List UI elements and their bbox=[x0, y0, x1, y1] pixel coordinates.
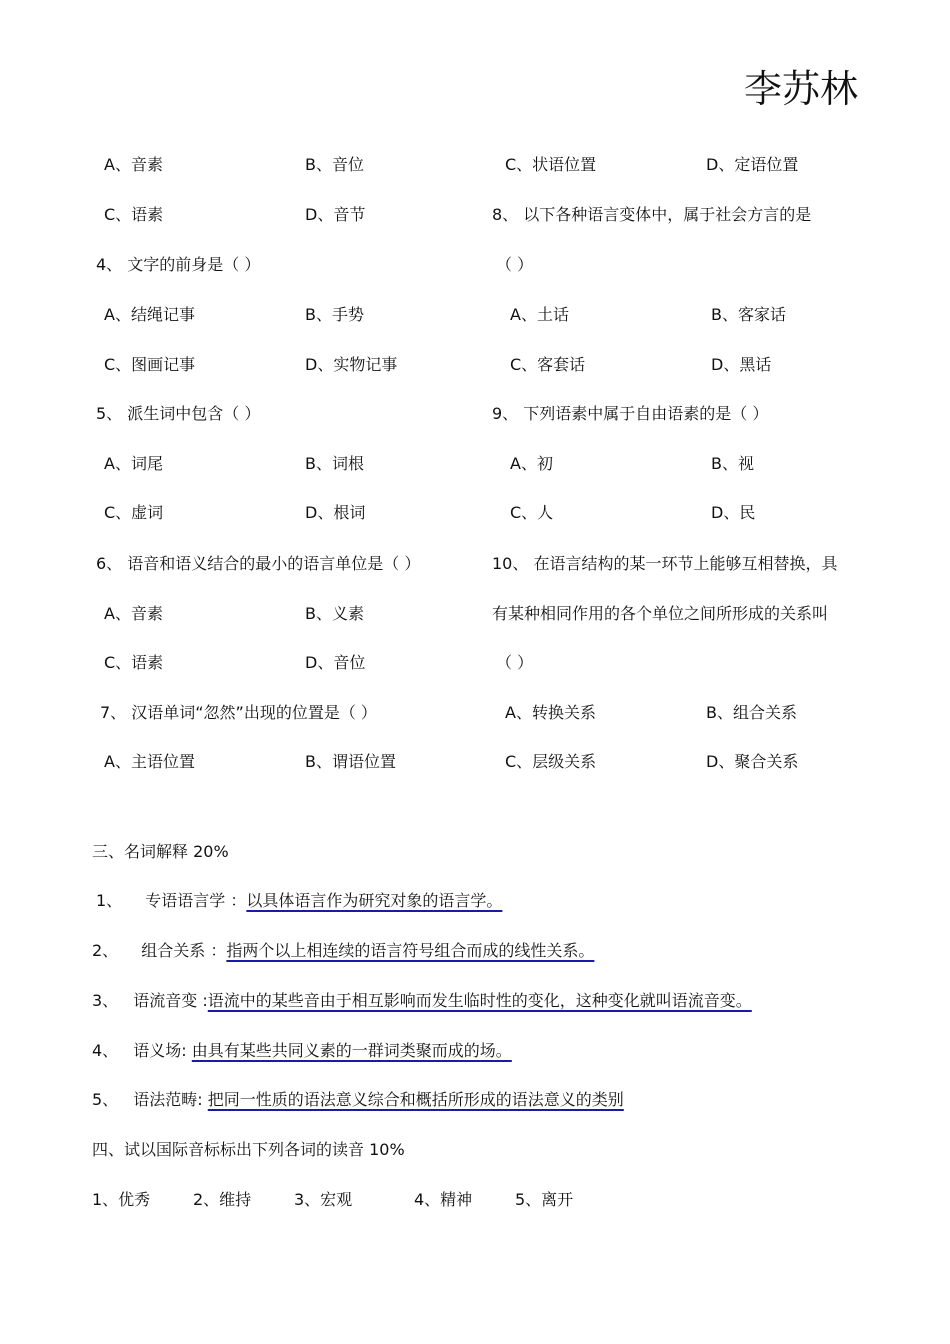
option-q3-d: D、音节 bbox=[305, 205, 366, 224]
option-q6-c: C、语素 bbox=[104, 653, 164, 672]
question-4: 4、 文字的前身是（ ） bbox=[96, 255, 261, 274]
definition-number: 1、 bbox=[96, 891, 123, 910]
option-q5-c: C、虚词 bbox=[104, 503, 164, 522]
definition-row-2 bbox=[92, 941, 594, 961]
definition-number: 4、 bbox=[92, 1041, 119, 1060]
option-q9-a: A、初 bbox=[510, 454, 553, 473]
definition-term: 语法范畴: bbox=[133, 1090, 203, 1109]
question-10: 10、 在语言结构的某一环节上能够互相替换，具 bbox=[492, 554, 838, 573]
word-4: 4、精神 bbox=[414, 1190, 473, 1209]
option-q8-a: A、土话 bbox=[510, 305, 569, 324]
option-q4-c: C、图画记事 bbox=[104, 355, 196, 374]
option-q9-b: B、视 bbox=[711, 454, 754, 473]
option-q9-d: D、民 bbox=[711, 503, 756, 522]
option-q8-d: D、黑话 bbox=[711, 355, 772, 374]
option-q10-c: C、层级关系 bbox=[505, 752, 597, 771]
student-name: 李苏林 bbox=[743, 67, 858, 111]
option-q9-c: C、人 bbox=[510, 503, 554, 522]
option-q7-a: A、主语位置 bbox=[104, 752, 195, 771]
definition-text: 语流中的某些音由于相互影响而发生临时性的变化，这种变化就叫语流音变。 bbox=[207, 991, 752, 1010]
definition-term: 专语语言学 ： bbox=[145, 891, 247, 910]
option-q10-d: D、聚合关系 bbox=[706, 752, 799, 771]
question-10-cont: 有某种相同作用的各个单位之间所形成的关系叫 bbox=[492, 604, 829, 623]
option-q7-c: C、状语位置 bbox=[505, 155, 597, 174]
option-q10-b: B、组合关系 bbox=[706, 703, 797, 722]
option-q3-a: A、音素 bbox=[104, 155, 163, 174]
definition-text: 由具有某些共同义素的一群词类聚而成的场。 bbox=[191, 1041, 512, 1060]
option-q4-a: A、结绳记事 bbox=[104, 305, 195, 324]
definition-row-4 bbox=[92, 1041, 512, 1061]
option-q6-d: D、音位 bbox=[305, 653, 366, 672]
definition-row-5 bbox=[92, 1090, 624, 1110]
question-9: 9、 下列语素中属于自由语素的是（ ） bbox=[492, 404, 769, 423]
definition-number: 2、 bbox=[92, 941, 119, 960]
section3-heading: 三、名词解释 20% bbox=[92, 842, 229, 861]
definition-term: 语义场: bbox=[133, 1041, 187, 1060]
option-q4-b: B、手势 bbox=[305, 305, 364, 324]
option-q6-b: B、义素 bbox=[305, 604, 364, 623]
option-q7-d: D、定语位置 bbox=[706, 155, 799, 174]
definition-text: 以具体语言作为研究对象的语言学。 bbox=[246, 891, 503, 910]
option-q7-b: B、谓语位置 bbox=[305, 752, 396, 771]
definition-row-1 bbox=[96, 891, 502, 911]
option-q5-b: B、词根 bbox=[305, 454, 364, 473]
option-q6-a: A、音素 bbox=[104, 604, 163, 623]
option-q8-c: C、客套话 bbox=[510, 355, 586, 374]
word-2: 2、维持 bbox=[193, 1190, 252, 1209]
definition-number: 5、 bbox=[92, 1090, 119, 1109]
option-q8-b: B、客家话 bbox=[711, 305, 786, 324]
definition-number: 3、 bbox=[92, 991, 119, 1010]
option-q4-d: D、实物记事 bbox=[305, 355, 398, 374]
definition-row-3 bbox=[92, 991, 752, 1011]
word-3: 3、宏观 bbox=[294, 1190, 353, 1209]
option-q5-a: A、词尾 bbox=[104, 454, 163, 473]
word-5: 5、离开 bbox=[515, 1190, 574, 1209]
question-5: 5、 派生词中包含（ ） bbox=[96, 404, 261, 423]
option-q3-b: B、音位 bbox=[305, 155, 364, 174]
option-q10-a: A、转换关系 bbox=[505, 703, 596, 722]
question-6: 6、 语音和语义结合的最小的语言单位是（ ） bbox=[96, 554, 421, 573]
option-q3-c: C、语素 bbox=[104, 205, 164, 224]
section4-heading: 四、试以国际音标标出下列各词的读音 10% bbox=[92, 1140, 405, 1159]
definition-text: 把同一性质的语法意义综合和概括所形成的语法意义的类别 bbox=[207, 1090, 624, 1109]
question-10-blank: （ ） bbox=[496, 653, 534, 672]
question-8-blank: （ ） bbox=[496, 255, 534, 274]
definition-text: 指两个以上相连续的语言符号组合而成的线性关系。 bbox=[226, 941, 595, 960]
word-1: 1、优秀 bbox=[92, 1190, 151, 1209]
definition-term: 语流音变 : bbox=[133, 991, 208, 1010]
option-q5-d: D、根词 bbox=[305, 503, 366, 522]
question-8: 8、 以下各种语言变体中，属于社会方言的是 bbox=[492, 205, 812, 224]
question-7: 7、 汉语单词“忽然”出现的位置是（ ） bbox=[100, 703, 377, 722]
definition-term: 组合关系 ： bbox=[141, 941, 227, 960]
